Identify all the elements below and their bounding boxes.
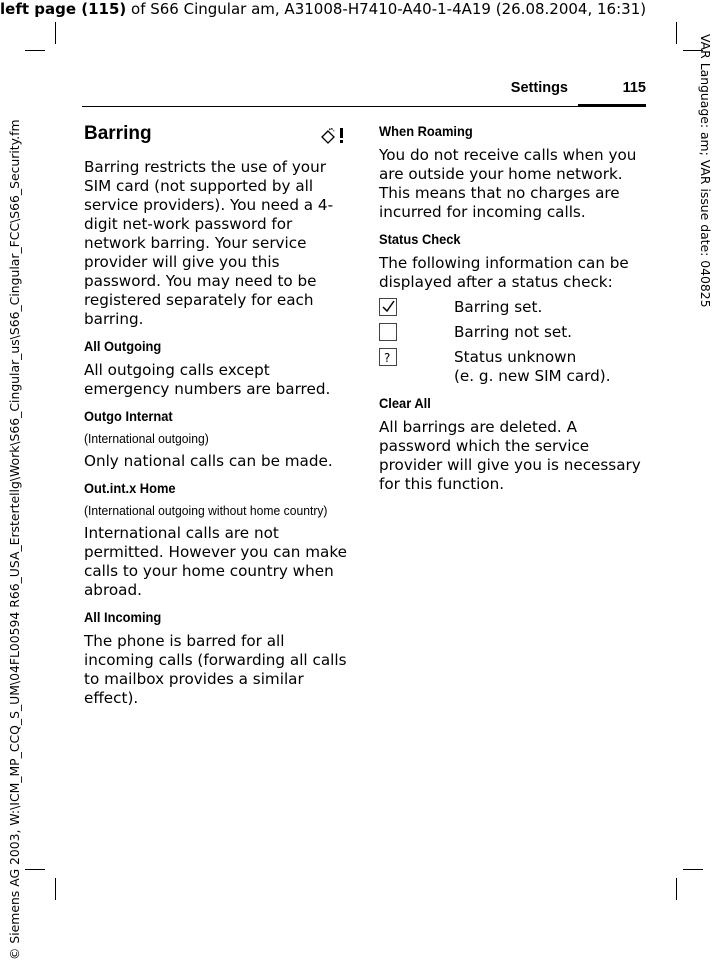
header-rule-accent <box>578 104 646 107</box>
crop-mark <box>676 22 677 44</box>
item-heading: Outgo Internat <box>84 408 173 424</box>
item-heading: Status Check <box>379 231 461 247</box>
barring-item-when-roaming <box>379 122 649 222</box>
item-text: The following information can be displayed after a status check: <box>379 254 629 291</box>
checkbox-checked-icon <box>379 298 397 316</box>
print-header <box>0 0 646 18</box>
status-label: Barring set. <box>454 298 543 316</box>
item-text: International calls are not permitted. However you can make calls to your home country when abroad. <box>84 524 347 599</box>
print-header-bold: left page (115) <box>0 0 127 18</box>
barring-item-outgo-internat <box>84 407 350 471</box>
item-heading: All Outgoing <box>84 338 162 354</box>
side-var-info: VAR Language: am; VAR issue date: 040825 <box>698 34 713 308</box>
right-column <box>379 118 649 494</box>
status-label-line1: Status unknown <box>454 348 577 366</box>
item-heading: Out.int.x Home <box>84 480 176 496</box>
crop-mark <box>25 50 45 51</box>
item-text: The phone is barred for all incoming calls (forwarding all calls to mailbox provides a similar effect). <box>84 632 347 707</box>
crop-mark <box>676 878 677 900</box>
page-number: 115 <box>622 80 646 96</box>
item-text: You do not receive calls when you are outside your home network. This means that no charges are incurred for incoming calls. <box>379 146 637 221</box>
status-row-set <box>379 298 649 317</box>
barring-item-all-incoming <box>84 608 350 708</box>
status-label-line2: (e. g. new SIM card). <box>454 367 611 385</box>
exclamation-icon <box>340 128 343 138</box>
status-label <box>454 348 611 386</box>
barring-item-clear-all <box>379 394 649 494</box>
side-file-path: © Siemens AG 2003, W:\ICM_MP_CCQ_S_UM\04FL00594 R66_USA_Erstertellg\Work\S66_Cingular_us\S66_Cingular_FCC\S66_Security.fm <box>7 119 22 960</box>
title-icons <box>318 124 348 146</box>
network-service-icon <box>318 124 348 146</box>
crop-mark <box>55 22 56 44</box>
status-row-unknown <box>379 348 649 386</box>
crop-mark <box>55 878 56 900</box>
item-text: All outgoing calls except emergency numbers are barred. <box>84 361 331 398</box>
status-row-not-set <box>379 323 649 342</box>
svg-text:?: ? <box>384 351 391 365</box>
running-head-title: Settings <box>510 80 568 96</box>
item-text: Only national calls can be made. <box>84 452 333 470</box>
question-box-icon <box>379 348 397 366</box>
header-rule <box>82 106 646 107</box>
crop-mark <box>683 869 703 870</box>
item-note: (International outgoing) <box>84 431 209 446</box>
section-title-text: Barring <box>84 123 152 144</box>
section-intro: Barring restricts the use of your SIM card (not supported by all service providers). You need a 4-digit net-work password for network barring. Your service provider will give you this password. You may need to be registered separately for each barring. <box>84 158 334 328</box>
item-note: (International outgoing without home country) <box>84 503 328 518</box>
barring-item-out-int-x-home <box>84 479 350 600</box>
item-text: All barrings are deleted. A password which the service provider will give you is necessary for this function. <box>379 418 641 493</box>
print-header-rest: of S66 Cingular am, A31008-H7410-A40-1-4A19 (26.08.2004, 16:31) <box>126 0 647 18</box>
item-heading: All Incoming <box>84 609 162 625</box>
item-heading: Clear All <box>379 395 431 411</box>
item-heading: When Roaming <box>379 123 473 139</box>
status-check <box>379 230 649 386</box>
running-head <box>0 80 646 108</box>
barring-item-all-outgoing <box>84 337 350 399</box>
left-column <box>84 120 350 708</box>
section-title <box>84 120 350 148</box>
checkbox-empty-icon <box>379 323 397 341</box>
crop-mark <box>25 869 45 870</box>
status-label: Barring not set. <box>454 323 572 341</box>
